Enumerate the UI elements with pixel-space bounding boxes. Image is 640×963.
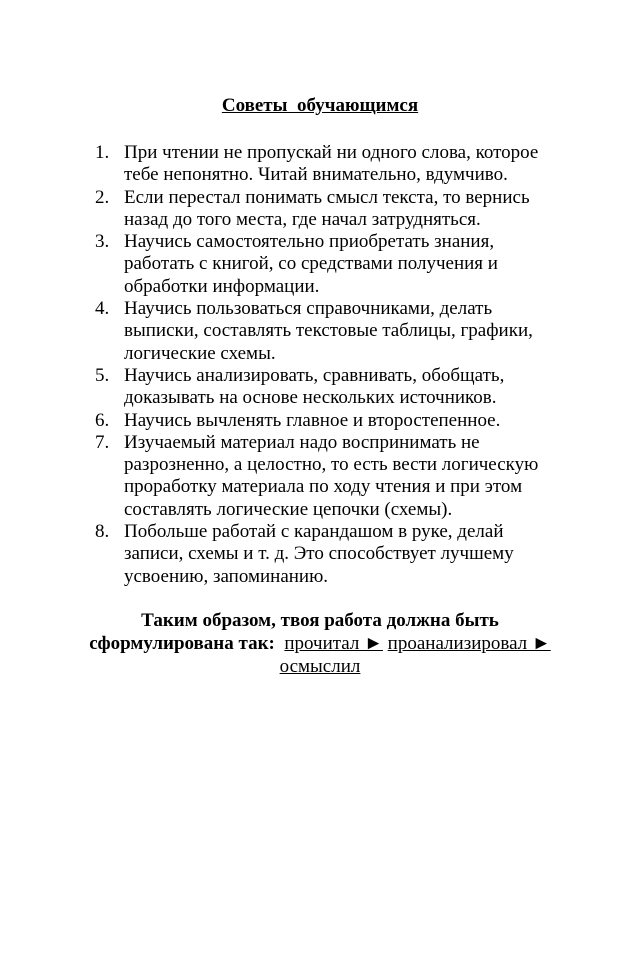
list-item: [95, 231, 595, 298]
list-item: [95, 432, 595, 521]
list-item: [95, 142, 595, 187]
list-item-text: [124, 521, 595, 588]
conclusion: [0, 609, 640, 678]
list-item-line: Научись самостоятельно приобретать знания,: [124, 231, 495, 253]
list-item-text: [124, 365, 595, 410]
list-item-line: Научись вычленять главное и второстепенное.: [124, 409, 501, 431]
list-item-line: назад до того места, где начал затрудняться.: [124, 208, 481, 230]
list-item-line: обработки информации.: [124, 275, 320, 297]
list-item-line: логические схемы.: [124, 342, 276, 364]
list-item: [95, 410, 595, 432]
list-item-number: 5.: [95, 364, 110, 386]
list-item-line: При чтении не пропускай ни одного слова, которое: [124, 142, 539, 163]
conclusion-step-analyze: проанализировал ►: [387, 633, 551, 654]
list-item-line: работать с книгой, со средствами получения и: [124, 253, 498, 275]
list-item-line: доказывать на основе нескольких источников.: [124, 387, 497, 409]
list-item: [95, 521, 595, 588]
list-item-line: разрозненно, а целостно, то есть вести логическую: [124, 454, 539, 476]
list-item-text: [124, 187, 595, 232]
list-item-number: 2.: [95, 186, 110, 208]
list-item-line: записи, схемы и т. д. Это способствует лучшему: [124, 543, 514, 565]
list-item-text: [124, 298, 595, 365]
list-item-line: Если перестал понимать смысл текста, то вернись: [124, 186, 530, 208]
list-item-line: проработку материала по ходу чтения и при этом: [124, 476, 523, 498]
tips-list: [95, 142, 595, 588]
list-item-line: выписки, составлять текстовые таблицы, графики,: [124, 320, 533, 342]
conclusion-step-comprehend: осмыслил: [279, 656, 361, 677]
list-item-line: усвоению, запоминанию.: [124, 565, 329, 587]
list-item-number: 8.: [95, 521, 110, 543]
list-item-number: 7.: [95, 431, 110, 453]
list-item-number: 1.: [95, 142, 110, 163]
list-item-line: Научись анализировать, сравнивать, обобщать,: [124, 364, 505, 386]
list-item-number: 4.: [95, 298, 110, 320]
list-item-line: Побольше работай с карандашом в руке, делай: [124, 521, 504, 543]
list-item-text: [124, 231, 595, 298]
list-item: [95, 365, 595, 410]
list-item: [95, 187, 595, 232]
conclusion-line-1: Таким образом, твоя работа должна быть: [141, 610, 499, 631]
list-item-number: 6.: [95, 409, 110, 431]
list-item-line: Изучаемый материал надо воспринимать не: [124, 431, 480, 453]
list-item-line: составлять логические цепочки (схемы).: [124, 498, 453, 520]
list-item-line: Научись пользоваться справочниками, делать: [124, 298, 493, 320]
page-title: Советы обучающимся: [221, 95, 419, 116]
list-item: [95, 298, 595, 365]
list-item-text: [124, 410, 595, 432]
conclusion-lead: сформулирована так:: [89, 633, 275, 654]
list-item-line: тебе непонятно. Читай внимательно, вдумчиво.: [124, 164, 508, 186]
conclusion-step-read: прочитал ►: [284, 633, 383, 654]
list-item-text: [124, 432, 595, 521]
list-item-number: 3.: [95, 231, 110, 253]
list-item-text: [124, 142, 595, 187]
